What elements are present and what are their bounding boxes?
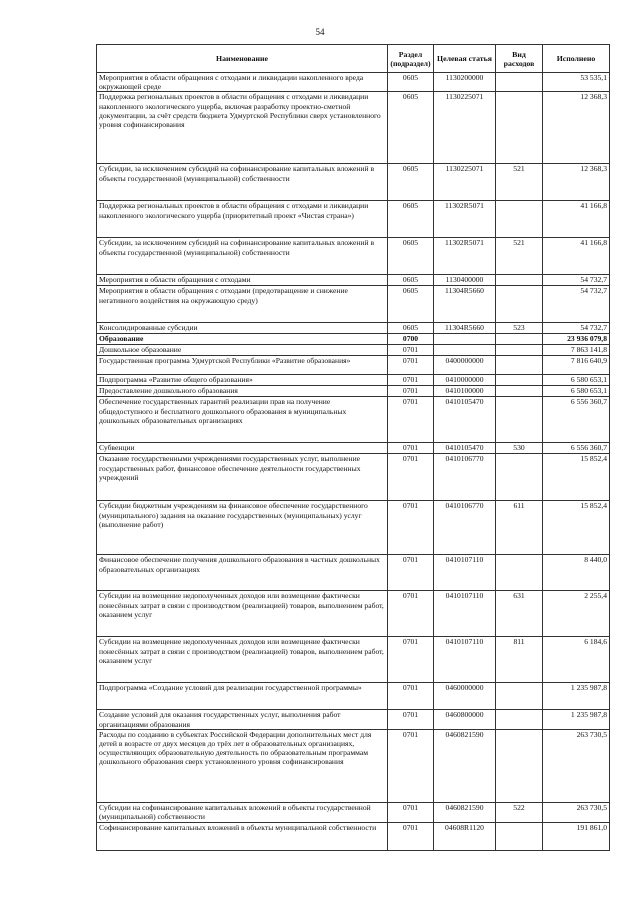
table-row [97,822,610,850]
cell-executed: 15 852,4 [543,501,610,555]
cell-executed: 2 255,4 [543,591,610,637]
cell-target: 1130225071 [434,92,496,164]
cell-name: Субсидии, за исключением субсидий на софинансирование капитальных вложений в объекты государственной (муниципальной) собственности [97,164,388,201]
header-section: Раздел (подраздел) [388,45,434,73]
table-row [97,397,610,443]
table-row [97,323,610,334]
cell-name: Мероприятия в области обращения с отходами (предотвращение и снижение негативного воздействия на окружающую среду) [97,286,388,323]
cell-name: Субсидии, за исключением субсидий на софинансирование капитальных вложений в объекты государственной (муниципальной) собственности [97,238,388,275]
cell-type [496,73,543,92]
cell-name: Расходы по созданию в субъектах Российской Федерации дополнительных мест для детей в возрасте от двух месяцев до трёх лет в образовательных организациях, осуществляющих образовательную деятельность по образовательным программам дошкольного образования сверх установленного уровня софинансирования [97,729,388,802]
cell-target: 1130400000 [434,275,496,286]
header-executed: Исполнено [543,45,610,73]
cell-type [496,710,543,729]
table-body [97,73,610,851]
cell-type [496,92,543,164]
cell-name: Консолидированные субсидии [97,323,388,334]
cell-target: 0410106770 [434,501,496,555]
cell-section: 0605 [388,275,434,286]
table-header-row [97,45,610,73]
cell-name: Обеспечение государственных гарантий реализации прав на получение общедоступного и бесплатного дошкольного образования в муниципальных дошкольных образовательных организациях [97,397,388,443]
cell-target: 11302R5071 [434,201,496,238]
cell-executed: 7 816 640,9 [543,356,610,375]
table-row [97,555,610,591]
cell-type [496,386,543,397]
cell-executed: 6 580 653,1 [543,386,610,397]
cell-executed: 41 166,8 [543,201,610,238]
cell-section: 0605 [388,164,434,201]
cell-executed: 53 535,1 [543,73,610,92]
cell-executed: 191 861,0 [543,822,610,850]
table-row [97,729,610,802]
cell-target: 1130225071 [434,164,496,201]
cell-name: Государственная программа Удмуртской Республики «Развитие образования» [97,356,388,375]
cell-type [496,822,543,850]
cell-type: 611 [496,501,543,555]
cell-type [496,375,543,386]
cell-section: 0701 [388,397,434,443]
cell-section: 0701 [388,443,434,454]
cell-section: 0701 [388,356,434,375]
table-row [97,501,610,555]
cell-target: 0410000000 [434,375,496,386]
cell-section: 0701 [388,710,434,729]
cell-section: 0701 [388,375,434,386]
cell-target [434,345,496,356]
table-row [97,356,610,375]
cell-type [496,356,543,375]
cell-section: 0605 [388,73,434,92]
cell-name: Дошкольное образование [97,345,388,356]
cell-target: 0410107110 [434,591,496,637]
cell-executed: 6 184,6 [543,637,610,683]
cell-section: 0701 [388,802,434,822]
cell-type [496,683,543,710]
table-row [97,802,610,822]
cell-target: 0460821590 [434,802,496,822]
cell-target: 0410107110 [434,555,496,591]
cell-executed: 54 732,7 [543,275,610,286]
cell-target: 11304R5660 [434,323,496,334]
cell-section: 0605 [388,92,434,164]
cell-name: Мероприятия в области обращения с отходами [97,275,388,286]
cell-name: Подпрограмма «Создание условий для реализации государственной программы» [97,683,388,710]
cell-executed: 12 368,3 [543,92,610,164]
cell-type [496,286,543,323]
cell-type: 521 [496,238,543,275]
table-row [97,275,610,286]
cell-type: 631 [496,591,543,637]
cell-name: Субсидии бюджетным учреждениям на финансовое обеспечение государственного (муниципального) задания на оказание государственных (муниципальных) услуг (выполнение работ) [97,501,388,555]
budget-table [96,44,610,851]
cell-target [434,334,496,345]
table-row [97,286,610,323]
cell-executed: 6 580 653,1 [543,375,610,386]
cell-target: 0410105470 [434,397,496,443]
cell-name: Субсидии на софинансирование капитальных вложений в объекты государственной (муниципальной) собственности [97,802,388,822]
table-row [97,345,610,356]
table-row [97,443,610,454]
cell-target: 11302R5071 [434,238,496,275]
cell-executed: 23 936 079,8 [543,334,610,345]
cell-target: 0410107110 [434,637,496,683]
cell-executed: 263 730,5 [543,802,610,822]
cell-name: Финансовое обеспечение получения дошкольного образования в частных дошкольных образовательных организациях [97,555,388,591]
cell-name: Подпрограмма «Развитие общего образования» [97,375,388,386]
table-row [97,683,610,710]
cell-executed: 8 440,0 [543,555,610,591]
table-row [97,164,610,201]
cell-target: 0410105470 [434,443,496,454]
cell-section: 0605 [388,201,434,238]
cell-section: 0605 [388,238,434,275]
cell-executed: 6 556 360,7 [543,443,610,454]
header-target: Целевая статья [434,45,496,73]
cell-type [496,275,543,286]
cell-executed: 12 368,3 [543,164,610,201]
cell-name: Оказание государственными учреждениями государственных услуг, выполнение государственных работ, финансовое обеспечение деятельности государственных учреждений [97,454,388,501]
cell-type: 522 [496,802,543,822]
cell-target: 0410106770 [434,454,496,501]
cell-type: 523 [496,323,543,334]
table-row [97,375,610,386]
cell-section: 0701 [388,683,434,710]
cell-target: 11304R5660 [434,286,496,323]
cell-executed: 1 235 987,8 [543,710,610,729]
cell-executed: 7 863 141,8 [543,345,610,356]
cell-name: Поддержка региональных проектов в области обращения с отходами и ликвидации накопленного экологического ущерба, включая разработку проектно-сметной документации, за счёт средств бюджета Удмуртской Республики сверх установленного уровня софинансирования [97,92,388,164]
cell-type [496,345,543,356]
cell-section: 0605 [388,323,434,334]
cell-name: Предоставление дошкольного образования [97,386,388,397]
cell-section: 0701 [388,501,434,555]
table-row [97,201,610,238]
cell-section: 0605 [388,286,434,323]
cell-type: 811 [496,637,543,683]
cell-name: Субсидии на возмещение недополученных доходов или возмещение фактически понесённых затрат в связи с производством (реализацией) товаров, выполнением работ, оказанием услуг [97,637,388,683]
header-type: Вид расходов [496,45,543,73]
cell-target: 0460000000 [434,683,496,710]
cell-name: Софинансирование капитальных вложений в объекты муниципальной собственности [97,822,388,850]
cell-executed: 6 556 360,7 [543,397,610,443]
cell-type [496,555,543,591]
cell-type [496,397,543,443]
cell-type: 530 [496,443,543,454]
cell-name: Поддержка региональных проектов в области обращения с отходами и ликвидации накопленного экологического ущерба (приоритетный проект «Чистая страна») [97,201,388,238]
cell-section: 0701 [388,591,434,637]
cell-executed: 41 166,8 [543,238,610,275]
cell-executed: 54 732,7 [543,323,610,334]
cell-executed: 15 852,4 [543,454,610,501]
cell-section: 0701 [388,637,434,683]
table-row [97,710,610,729]
cell-target: 1130200000 [434,73,496,92]
cell-executed: 263 730,5 [543,729,610,802]
cell-target: 04608R1120 [434,822,496,850]
table-row [97,591,610,637]
cell-section: 0701 [388,729,434,802]
cell-type [496,334,543,345]
table-row [97,637,610,683]
cell-type: 521 [496,164,543,201]
cell-type [496,201,543,238]
cell-type [496,454,543,501]
page-number: 54 [315,27,325,37]
table-row [97,73,610,92]
cell-section: 0701 [388,386,434,397]
cell-section: 0700 [388,334,434,345]
cell-name: Создание условий для оказания государственных услуг, выполнения работ организациями образования [97,710,388,729]
cell-section: 0701 [388,454,434,501]
cell-name: Образование [97,334,388,345]
table-row [97,238,610,275]
cell-section: 0701 [388,555,434,591]
cell-target: 0460821590 [434,729,496,802]
table-row [97,92,610,164]
cell-type [496,729,543,802]
table-row [97,454,610,501]
header-name: Наименование [97,45,388,73]
cell-executed: 54 732,7 [543,286,610,323]
cell-target: 0400000000 [434,356,496,375]
cell-target: 0460800000 [434,710,496,729]
cell-name: Субвенции [97,443,388,454]
cell-target: 0410100000 [434,386,496,397]
cell-section: 0701 [388,345,434,356]
table-row [97,386,610,397]
table-row [97,334,610,345]
cell-executed: 1 235 987,8 [543,683,610,710]
cell-section: 0701 [388,822,434,850]
cell-name: Субсидии на возмещение недополученных доходов или возмещение фактически понесённых затрат в связи с производством (реализацией) товаров, выполнением работ, оказанием услуг [97,591,388,637]
cell-name: Мероприятия в области обращения с отходами и ликвидации накопленного вреда окружающей среде [97,73,388,92]
